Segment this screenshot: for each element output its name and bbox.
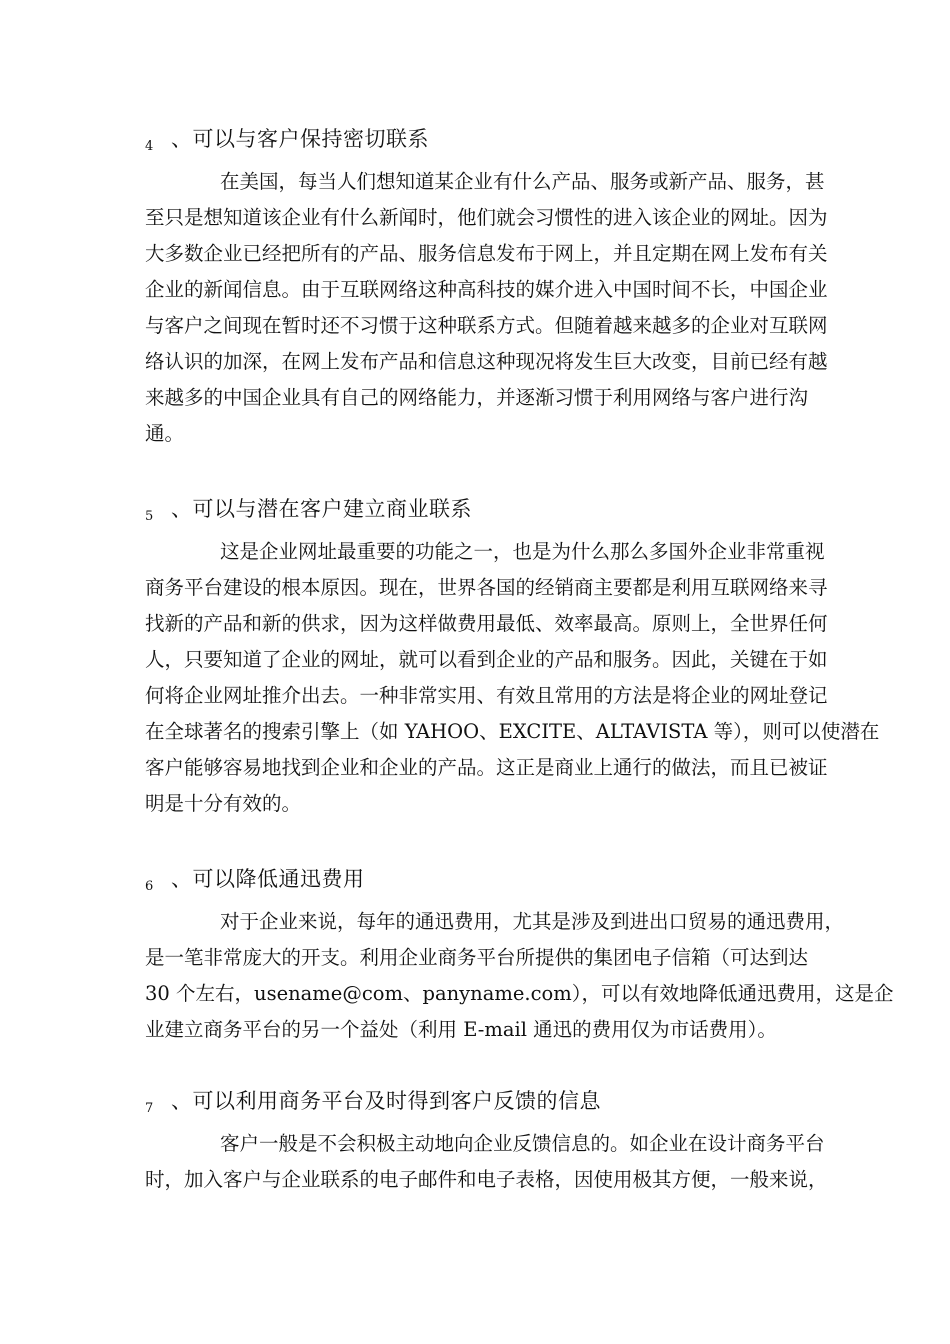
paragraph-line: 客户一般是不会积极主动地向企业反馈信息的。如企业在设计商务平台: [220, 1132, 825, 1155]
paragraph-line: 30 个左右，usename@com、panyname.com），可以有效地降低通迅费用，这是企: [145, 982, 894, 1005]
paragraph-line: 对于企业来说，每年的通迅费用，尤其是涉及到进出口贸易的通迅费用，: [220, 910, 845, 933]
paragraph-line: 大多数企业已经把所有的产品、服务信息发布于网上，并且定期在网上发布有关: [145, 242, 828, 265]
section-title: 、可以利用商务平台及时得到客户反馈的信息: [171, 1089, 601, 1113]
section-number: 4: [145, 139, 154, 154]
paragraph-line: 人，只要知道了企业的网址，就可以看到企业的产品和服务。因此，关键在于如: [145, 648, 828, 671]
section-number: 6: [145, 879, 154, 894]
section-heading: [145, 124, 429, 154]
section-title: 、可以降低通迅费用: [171, 867, 365, 891]
paragraph-line: 在全球著名的搜索引擎上（如 YAHOO、EXCITE、ALTAVISTA 等），则可以使潜在: [145, 720, 880, 743]
paragraph-line: 商务平台建设的根本原因。现在，世界各国的经销商主要都是利用互联网络来寻: [145, 576, 828, 599]
paragraph-line: 找新的产品和新的供求，因为这样做费用最低、效率最高。原则上，全世界任何: [145, 612, 828, 635]
paragraph-line: 是一笔非常庞大的开支。利用企业商务平台所提供的集团电子信箱（可达到达: [145, 946, 809, 969]
section-title: 、可以与潜在客户建立商业联系: [171, 497, 472, 521]
paragraph-line: 这是企业网址最重要的功能之一，也是为什么那么多国外企业非常重视: [220, 540, 825, 563]
paragraph-line: 在美国，每当人们想知道某企业有什么产品、服务或新产品、服务，甚: [220, 170, 825, 193]
section-title: 、可以与客户保持密切联系: [171, 127, 429, 151]
paragraph-line: 何将企业网址推介出去。一种非常实用、有效且常用的方法是将企业的网址登记: [145, 684, 828, 707]
section-number: 7: [145, 1101, 154, 1116]
section-number: 5: [145, 509, 154, 524]
paragraph-line: 明是十分有效的。: [145, 792, 302, 815]
section-heading: [145, 864, 365, 894]
paragraph-line: 络认识的加深，在网上发布产品和信息这种现况将发生巨大改变，目前已经有越: [145, 350, 828, 373]
paragraph-line: 至只是想知道该企业有什么新闻时，他们就会习惯性的进入该企业的网址。因为: [145, 206, 828, 229]
paragraph-line: 来越多的中国企业具有自己的网络能力，并逐渐习惯于利用网络与客户进行沟: [145, 386, 809, 409]
paragraph-line: 企业的新闻信息。由于互联网络这种高科技的媒介进入中国时间不长，中国企业: [145, 278, 828, 301]
paragraph-line: 业建立商务平台的另一个益处（利用 E-mail 通迅的费用仅为市话费用）。: [145, 1018, 777, 1041]
section-heading: [145, 494, 472, 524]
paragraph-line: 通。: [145, 422, 185, 445]
paragraph-line: 时，加入客户与企业联系的电子邮件和电子表格，因使用极其方便，一般来说，: [145, 1168, 828, 1191]
paragraph-line: 与客户之间现在暂时还不习惯于这种联系方式。但随着越来越多的企业对互联网: [145, 314, 828, 337]
paragraph-line: 客户能够容易地找到企业和企业的产品。这正是商业上通行的做法，而且已被证: [145, 756, 828, 779]
section-heading: [145, 1086, 601, 1116]
